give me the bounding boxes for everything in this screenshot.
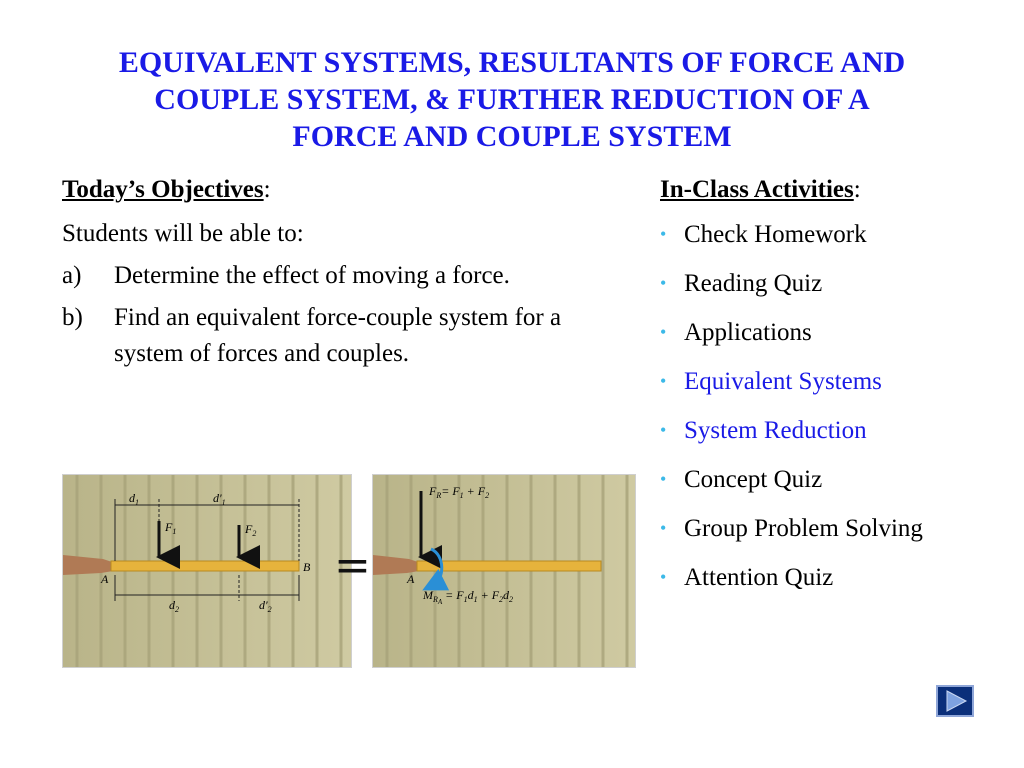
figure-original-system (62, 474, 352, 668)
svg-text:d1: $d_1$ (129, 491, 139, 507)
bullet-icon: • (660, 420, 667, 440)
activities-section (660, 172, 1000, 608)
next-slide-button[interactable] (936, 685, 974, 717)
activity-item-current: • System Reduction (660, 412, 1000, 449)
objective-item (62, 300, 562, 372)
activities-list (660, 216, 1000, 596)
bullet-icon: • (660, 224, 667, 244)
title-line-2: COUPLE SYSTEM, & FURTHER REDUCTION OF A (154, 83, 870, 116)
equals-sign: = (334, 540, 371, 591)
svg-text:B: B (303, 560, 311, 574)
activity-item: • Concept Quiz (660, 461, 1000, 498)
bullet-icon: • (660, 322, 667, 342)
objective-item (62, 258, 562, 294)
figure-equivalent-system (372, 474, 636, 668)
activity-item: • Reading Quiz (660, 265, 1000, 302)
objective-marker: a) (62, 262, 82, 289)
bullet-icon: • (660, 371, 667, 391)
objectives-section (62, 172, 562, 372)
svg-text:d'1: $d'_1$ (213, 491, 226, 507)
bullet-icon: • (660, 567, 667, 587)
bullet-icon: • (660, 469, 667, 489)
svg-text:MRA = F1d1 + F2d2: $M_RA = F_1d_1 + F_2d_2$ (423, 588, 514, 606)
play-triangle-icon (938, 687, 972, 715)
board-photo (373, 475, 635, 667)
objectives-heading: Today’s Objectives: (62, 176, 271, 203)
objective-text: Find an equivalent force-couple system for a system of forces and couples. (114, 304, 562, 367)
title-line-3: FORCE AND COUPLE SYSTEM (292, 120, 732, 153)
board-shape (417, 561, 601, 571)
svg-text:A: A (101, 572, 109, 586)
title-line-1: EQUIVALENT SYSTEMS, RESULTANTS OF FORCE AND (118, 46, 906, 79)
activity-item-current: • Equivalent Systems (660, 363, 1000, 400)
bullet-icon: • (660, 518, 667, 538)
objective-marker: b) (62, 304, 83, 331)
board-shape (111, 561, 299, 571)
objectives-intro: Students will be able to: (62, 220, 304, 247)
activity-item: • Group Problem Solving (660, 510, 1000, 547)
svg-text:A: A (407, 572, 415, 586)
svg-text:F2: $F_2$ (245, 522, 257, 538)
board-photo (63, 475, 351, 667)
svg-text:F1: $F_1$ (165, 520, 177, 536)
activities-heading: In-Class Activities: (660, 176, 861, 203)
svg-text:d2: $d_2$ (169, 598, 179, 614)
activity-item: • Check Homework (660, 216, 1000, 253)
activity-item: • Attention Quiz (660, 559, 1000, 596)
bullet-icon: • (660, 273, 667, 293)
svg-text:FR= F1 + F2: $F_R= F_1 + F_2$ (429, 484, 490, 500)
activity-item: • Applications (660, 314, 1000, 351)
slide-title (40, 44, 984, 155)
svg-text:d'2: $d'_2$ (259, 598, 272, 614)
objective-text: Determine the effect of moving a force. (114, 262, 510, 289)
